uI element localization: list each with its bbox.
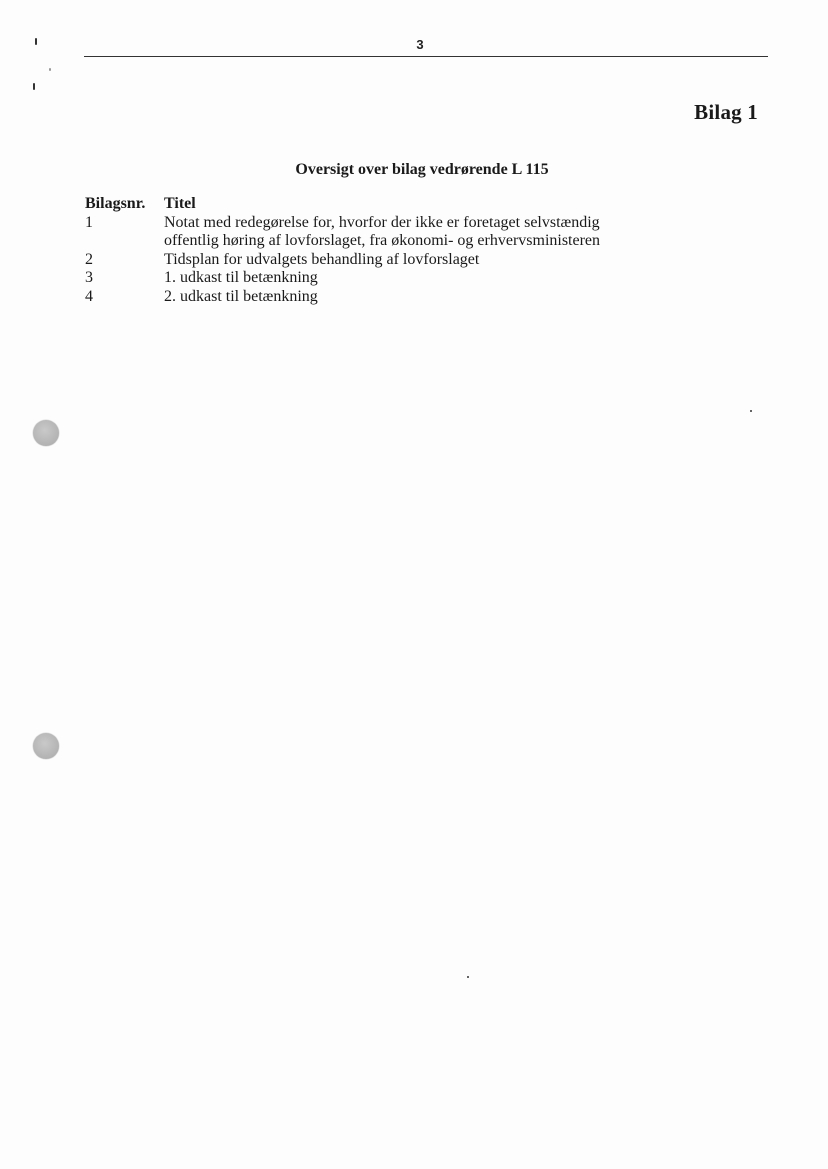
punch-hole-top: [33, 420, 59, 446]
row-title: [164, 214, 645, 251]
row-number: 3: [85, 269, 93, 286]
scan-speck: [49, 68, 51, 71]
page-number: 3: [416, 37, 424, 52]
table-row: [85, 288, 645, 307]
document-title: Oversigt over bilag vedrørende L 115: [295, 161, 549, 178]
row-number: 1: [85, 213, 93, 231]
table-header-row: [85, 195, 645, 214]
punch-hole-bottom: [33, 733, 59, 759]
scan-speck: [467, 976, 469, 978]
table-row: [85, 251, 645, 270]
annex-table: [85, 195, 645, 306]
header-rule: [84, 56, 768, 57]
row-title-line: 2. udkast til betænkning: [164, 287, 318, 305]
row-title: [164, 288, 645, 307]
scan-speck: [750, 410, 752, 412]
row-number: 2: [85, 250, 93, 268]
row-title-line: Notat med redegørelse for, hvorfor der ikke er foretaget selvstændig: [164, 213, 600, 231]
column-header-number: Bilagsnr.: [85, 195, 146, 212]
row-number: 4: [85, 287, 93, 305]
column-header-title: Titel: [164, 195, 196, 212]
table-row: [85, 269, 645, 288]
row-title: [164, 269, 645, 288]
scan-speck: [33, 83, 35, 90]
row-title: [164, 251, 645, 270]
table-row: [85, 214, 645, 251]
annex-label: Bilag 1: [694, 100, 758, 124]
row-title-line: offentlig høring af lovforslaget, fra økonomi- og erhvervsministeren: [164, 232, 601, 249]
row-title-line: 1. udkast til betænkning: [164, 269, 318, 286]
scan-speck: [35, 38, 37, 45]
row-title-line: Tidsplan for udvalgets behandling af lovforslaget: [164, 250, 480, 268]
